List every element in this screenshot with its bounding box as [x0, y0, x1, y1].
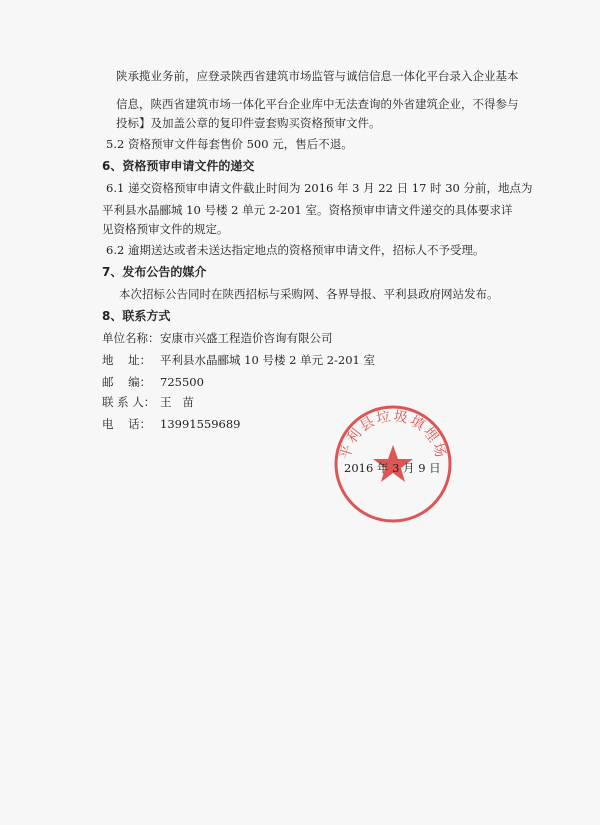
body-line-3: 投标】及加盖公章的复印件壹套购买资格预审文件。	[116, 116, 381, 130]
section-7-title: 7、发布公告的媒介	[102, 265, 207, 279]
contact-company: 安康市兴盛工程造价咨询有限公司	[160, 331, 333, 345]
item-5-2: 5.2 资格预审文件每套售价 500 元，售后不退。	[106, 137, 353, 151]
section-7-text: 本次招标公告同时在陕西招标与采购网、各界导报、平利县政府网站发布。	[119, 287, 499, 301]
section-8-title: 8、联系方式	[102, 309, 171, 323]
svg-text:平利县垃圾填埋场: 平利县垃圾填埋场	[337, 408, 449, 462]
item-6-2: 6.2 逾期送达或者未送达指定地点的资格预审申请文件，招标人不予受理。	[106, 243, 485, 257]
section-6-title: 6、资格预审申请文件的递交	[102, 159, 255, 173]
contact-phone-label: 电 话：	[102, 417, 152, 431]
item-6-1-line-3: 见资格预审文件的规定。	[102, 222, 229, 236]
item-6-1-line-1: 6.1 递交资格预审申请文件截止时间为 2016 年 3 月 22 日 17 时 30 分前，地点为	[106, 181, 533, 195]
contact-phone-row	[0, 417, 600, 431]
contact-postcode: 725500	[160, 375, 204, 389]
contact-postcode-row	[0, 375, 600, 389]
contact-person-label: 联 系 人：	[102, 395, 156, 409]
item-6-1-line-2: 平利县水晶郦城 10 号楼 2 单元 2-201 室。资格预审申请文件递交的具体要求详	[102, 203, 513, 217]
contact-person: 王 苗	[160, 395, 194, 409]
contact-company-row	[0, 331, 600, 345]
contact-phone: 13991559689	[160, 417, 241, 431]
issue-date: 2016 年 3 月 9 日	[344, 461, 441, 475]
contact-address-row	[0, 353, 600, 367]
body-line-2: 信息，陕西省建筑市场一体化平台企业库中无法查询的外省建筑企业，不得参与	[116, 97, 519, 111]
contact-address: 平利县水晶郦城 10 号楼 2 单元 2-201 室	[160, 353, 376, 367]
contact-postcode-label: 邮 编：	[102, 375, 152, 389]
contact-company-label: 单位名称：	[102, 331, 160, 345]
contact-person-row	[0, 395, 600, 409]
contact-address-label: 地 址：	[102, 353, 152, 367]
body-line-1: 陕承揽业务前，应登录陕西省建筑市场监管与诚信信息一体化平台录入企业基本	[116, 69, 519, 83]
